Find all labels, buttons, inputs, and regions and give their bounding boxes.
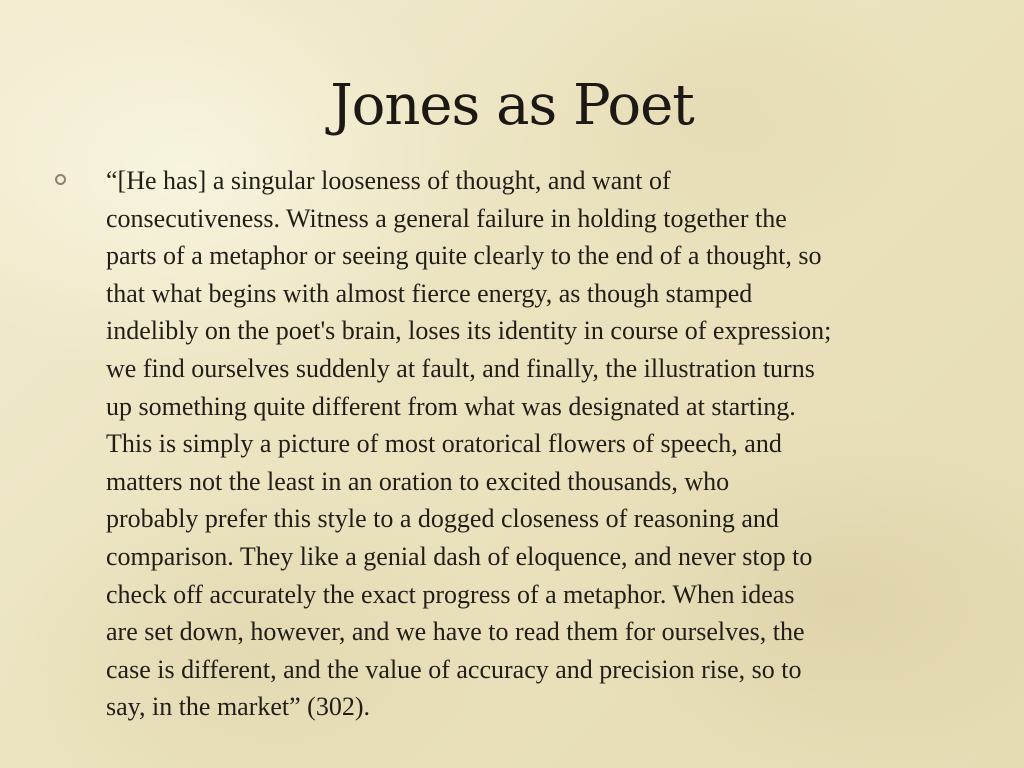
quote-line-2: consecutiveness. Witness a general failure in holding together the xyxy=(106,203,787,233)
quote-line-7: up something quite different from what was designated at starting. xyxy=(106,391,796,421)
quote-line-12: check off accurately the exact progress of a metaphor. When ideas xyxy=(106,579,795,609)
bullet-quote-text xyxy=(106,162,972,726)
quote-line-11: comparison. They like a genial dash of eloquence, and never stop to xyxy=(106,541,813,571)
quote-line-13: are set down, however, and we have to read them for ourselves, the xyxy=(106,617,805,647)
quote-line-8: This is simply a picture of most oratorical flowers of speech, and xyxy=(106,429,782,459)
quote-line-5: indelibly on the poet's brain, loses its identity in course of expression; xyxy=(106,316,832,346)
quote-line-9: matters not the least in an oration to excited thousands, who xyxy=(106,466,730,496)
slide-title: Jones as Poet xyxy=(330,73,694,138)
quote-line-15: say, in the market” (302). xyxy=(106,692,370,722)
quote-line-6: we find ourselves suddenly at fault, and finally, the illustration turns xyxy=(106,353,815,383)
quote-line-1: “[He has] a singular looseness of thought, and want of xyxy=(106,166,671,195)
quote-line-3: parts of a metaphor or seeing quite clearly to the end of a thought, so xyxy=(106,241,822,271)
quote-line-10: probably prefer this style to a dogged closeness of reasoning and xyxy=(106,504,779,534)
quote-line-14: case is different, and the value of accuracy and precision rise, so to xyxy=(106,654,802,684)
quote-line-4: that what begins with almost fierce energy, as though stamped xyxy=(106,278,753,308)
hollow-circle-bullet-icon xyxy=(55,174,66,185)
